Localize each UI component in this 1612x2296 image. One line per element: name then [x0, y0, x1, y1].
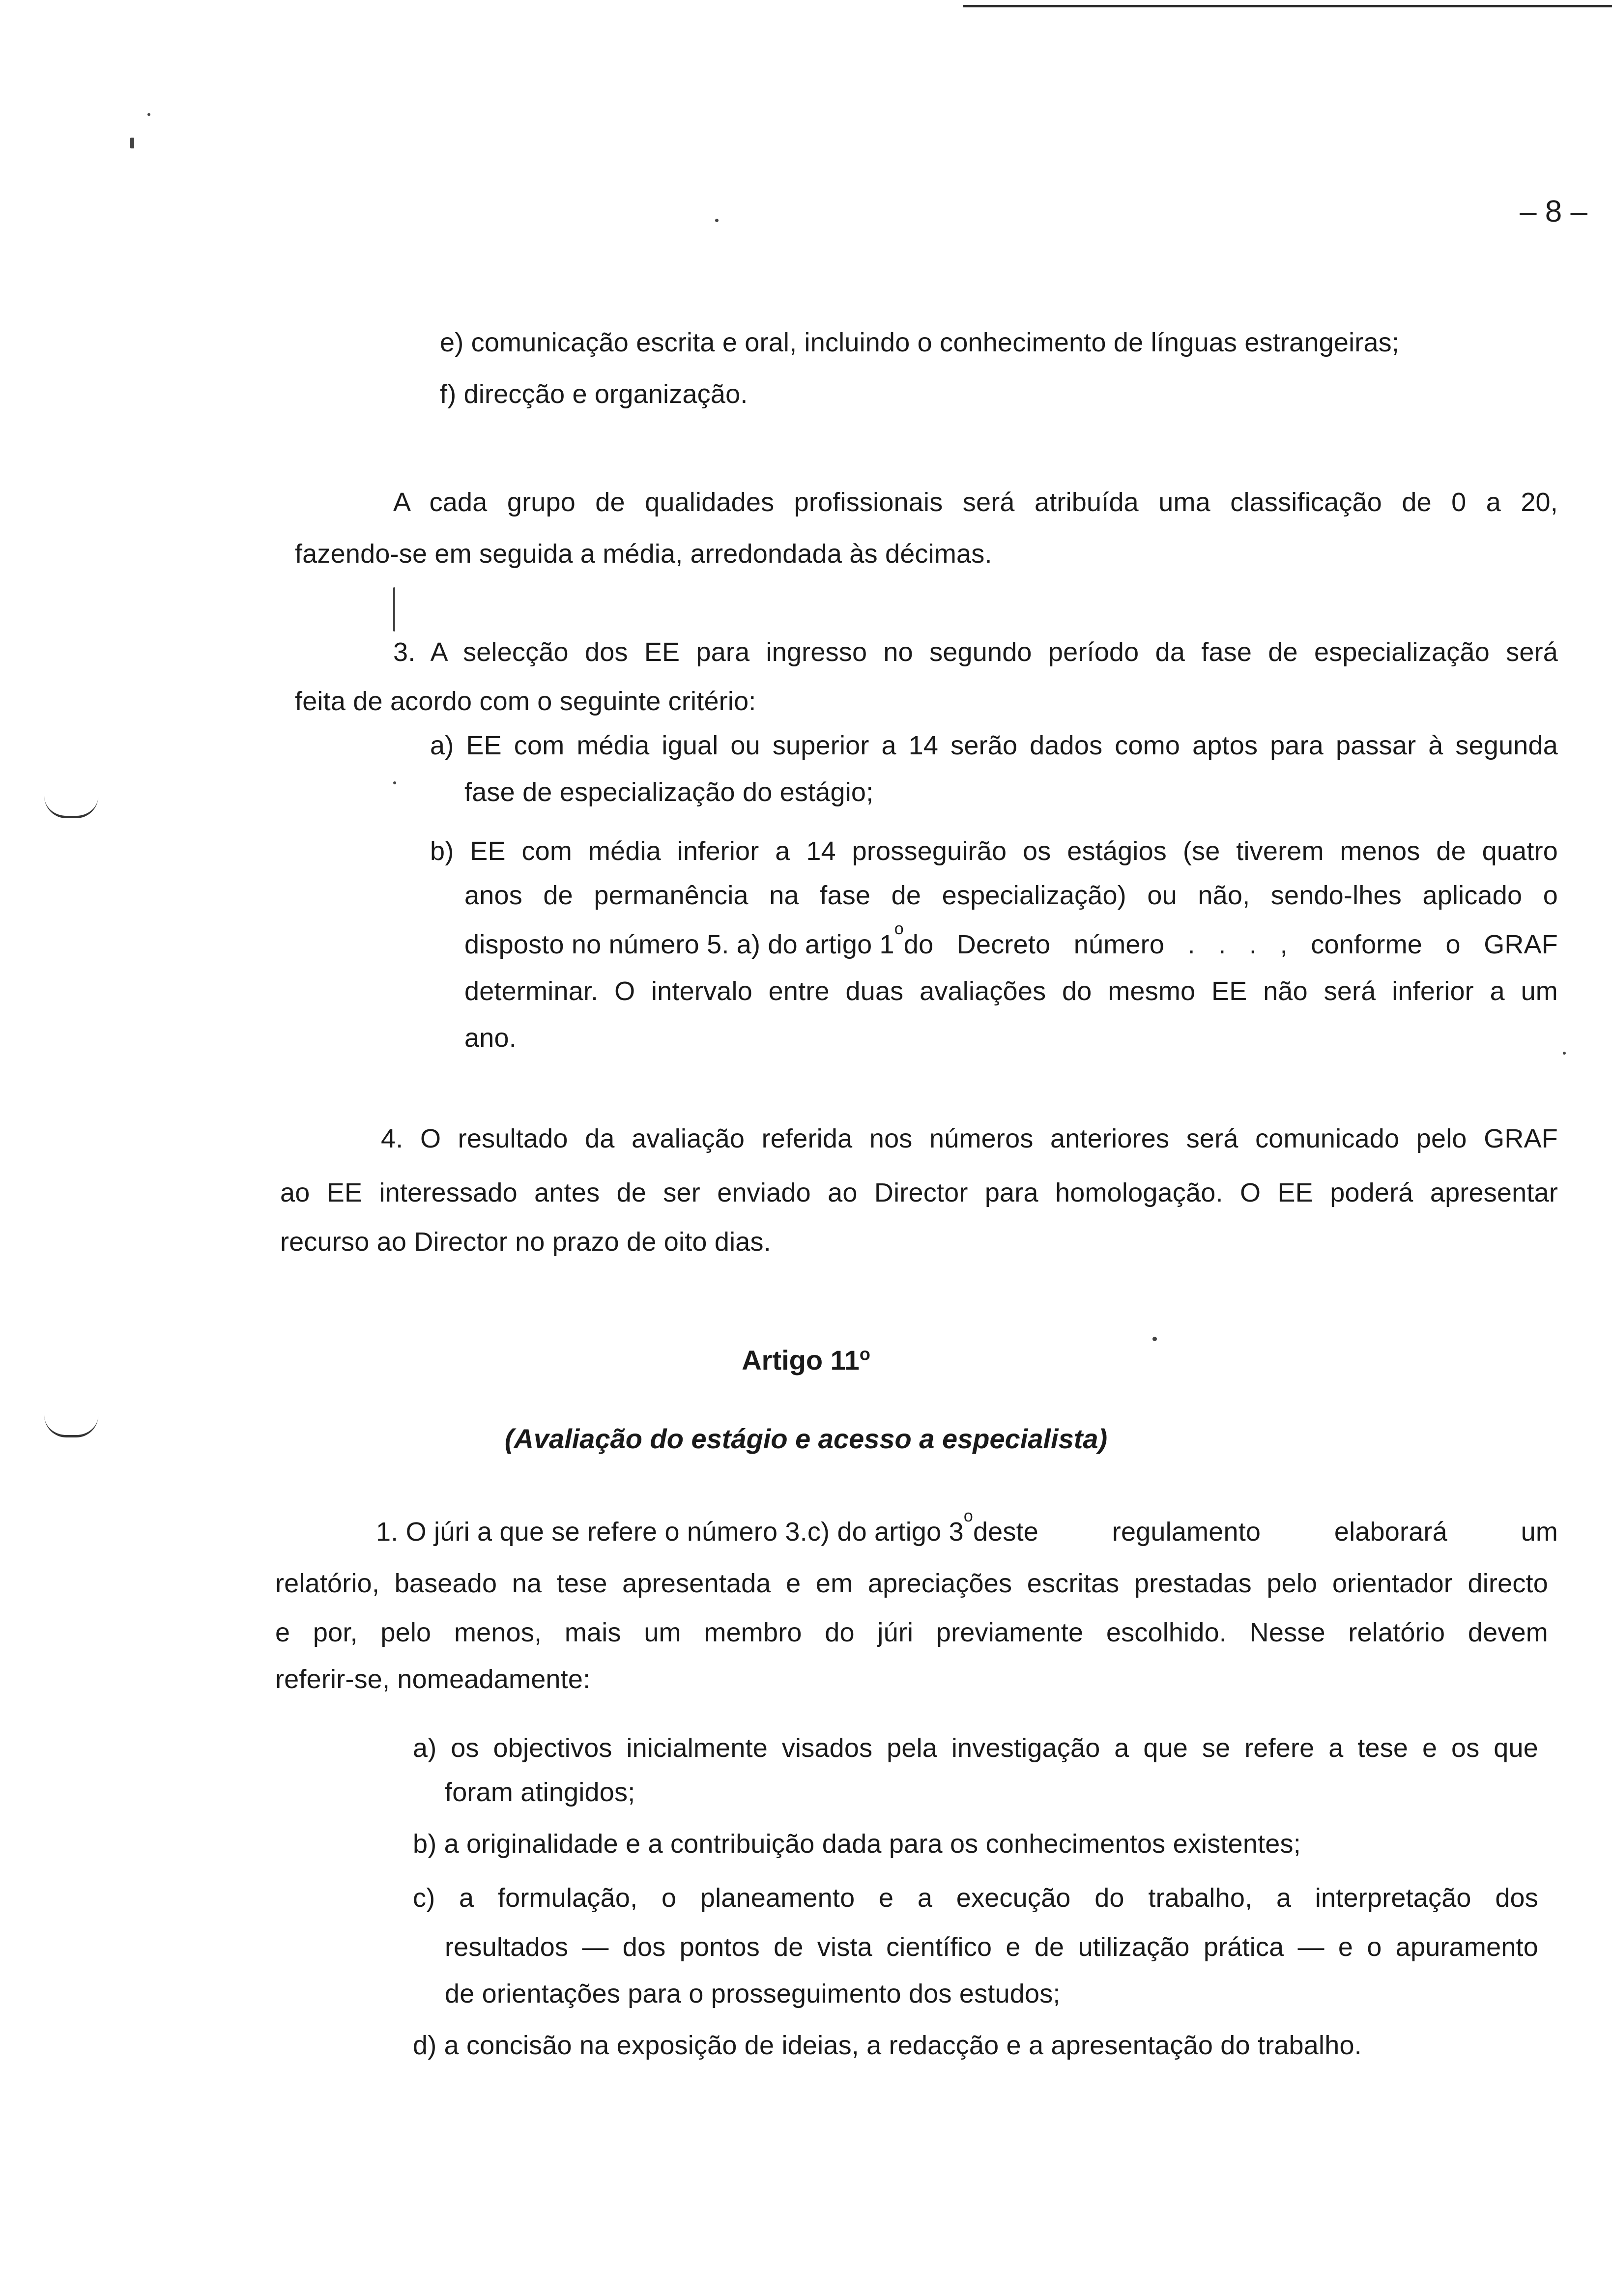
paragraph-classificacao-line: A cada grupo de qualidades profissionais será atribuída uma classificação de 0 a 20, — [393, 488, 1558, 517]
paragraph-classificacao-line: fazendo-se em seguida a média, arredondada às décimas. — [295, 539, 992, 569]
article-list-item-d: d) a concisão na exposição de ideias, a redacção e a apresentação do trabalho. — [413, 2031, 1362, 2060]
paragraph-4-line: 4. O resultado da avaliação referida nos números anteriores será comunicado pelo GRAF — [381, 1124, 1558, 1153]
article-title-text: Artigo 11 — [742, 1345, 860, 1376]
top-rule — [963, 5, 1612, 7]
paragraph-3-item-b-line: determinar. O intervalo entre duas avaliações do mesmo EE não será inferior a um — [464, 976, 1558, 1006]
article-paragraph-1-line — [376, 1507, 1558, 1548]
scan-speck — [393, 781, 396, 784]
scan-speck — [715, 219, 719, 222]
paragraph-3-line: feita de acordo com o seguinte critério: — [295, 687, 756, 716]
paragraph-3-item-b-text: disposto no número 5. a) do artigo 1 — [464, 930, 894, 959]
list-item-f: f) direcção e organização. — [440, 379, 748, 409]
article-list-item-a-line: a) os objectivos inicialmente visados pela investigação a que se refere a tese e os que — [413, 1733, 1538, 1763]
scan-speck — [393, 587, 395, 631]
scan-speck — [1563, 1052, 1566, 1055]
degree-superscript: o — [859, 1344, 870, 1364]
paragraph-3-item-b-line: ano. — [464, 1023, 517, 1053]
article-paragraph-1-line: referir-se, nomeadamente: — [275, 1665, 591, 1694]
scan-speck — [1152, 1337, 1157, 1341]
article-subtitle: (Avaliação do estágio e acesso a especialista) — [504, 1423, 1108, 1454]
margin-scan-mark — [44, 796, 98, 818]
paragraph-4-line: ao EE interessado antes de ser enviado ao Director para homologação. O EE poderá apresentar — [280, 1178, 1558, 1207]
scan-speck — [147, 113, 150, 116]
article-title — [0, 1344, 1612, 1376]
paragraph-3-item-a-line: fase de especialização do estágio; — [464, 777, 874, 807]
paragraph-3-item-b-line: b) EE com média inferior a 14 prosseguirão os estágios (se tiverem menos de quatro — [430, 836, 1558, 866]
paragraph-3-item-a-line: a) EE com média igual ou superior a 14 serão dados como aptos para passar à segunda — [430, 731, 1558, 760]
scan-speck — [130, 138, 134, 148]
paragraph-3-item-b-line — [464, 919, 1558, 961]
page-number: – 8 – — [1520, 195, 1587, 229]
paragraph-4-line: recurso ao Director no prazo de oito dias. — [280, 1227, 771, 1257]
paragraph-3-item-b-line: anos de permanência na fase de especialização) ou não, sendo-lhes aplicado o — [464, 881, 1558, 910]
article-paragraph-1-line: e por, pelo menos, mais um membro do júri previamente escolhido. Nesse relatório devem — [275, 1618, 1548, 1647]
degree-superscript: o — [963, 1507, 973, 1525]
article-paragraph-1-line: relatório, baseado na tese apresentada e em apreciações escritas prestadas pelo orientador directo — [275, 1569, 1548, 1598]
article-paragraph-1-text: 1. O júri a que se refere o número 3.c) do artigo 3 — [376, 1517, 964, 1547]
article-list-item-a-line: foram atingidos; — [445, 1778, 635, 1807]
article-list-item-c-line: de orientações para o prosseguimento dos estudos; — [445, 1979, 1061, 2009]
article-list-item-b: b) a originalidade e a contribuição dada para os conhecimentos existentes; — [413, 1829, 1301, 1859]
degree-superscript: o — [894, 919, 904, 938]
article-list-item-c-line: c) a formulação, o planeamento e a execução do trabalho, a interpretação dos — [413, 1883, 1538, 1913]
article-paragraph-1-text: deste regulamento elaborará um — [973, 1517, 1558, 1547]
paragraph-3-item-b-text: do Decreto número . . . , conforme o GRAF — [903, 930, 1558, 959]
list-item-e: e) comunicação escrita e oral, incluindo o conhecimento de línguas estrangeiras; — [440, 328, 1400, 357]
article-list-item-c-line: resultados — dos pontos de vista científico e de utilização prática — e o apuramento — [445, 1932, 1538, 1962]
paragraph-3-line: 3. A selecção dos EE para ingresso no segundo período da fase de especialização será — [393, 637, 1558, 667]
